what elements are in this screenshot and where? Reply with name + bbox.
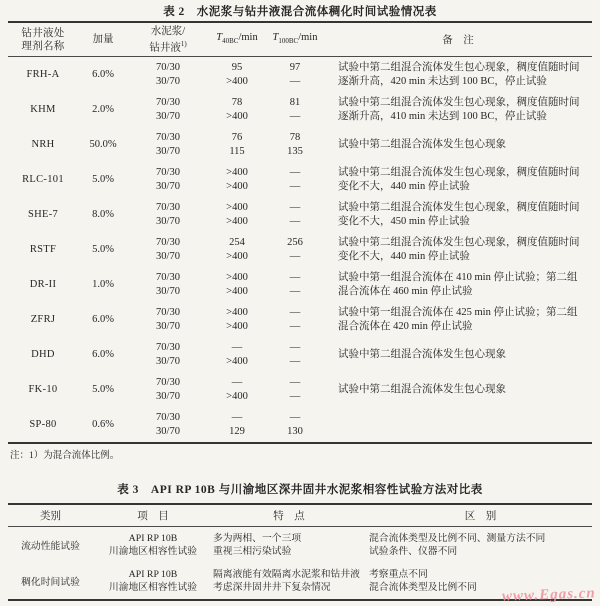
col-header-agent-line1: 钻井液处 bbox=[21, 27, 65, 39]
agent-name: NRH bbox=[31, 139, 55, 150]
t40-line2: >400 bbox=[226, 285, 248, 297]
col-header-t40 bbox=[208, 31, 266, 48]
ratio-line1: 70/30 bbox=[156, 201, 180, 213]
t40-line1: >400 bbox=[226, 166, 248, 178]
ratio-values bbox=[128, 407, 208, 442]
agent-name: RLC-101 bbox=[22, 174, 64, 185]
t40-values bbox=[208, 162, 266, 197]
t40-line1: >400 bbox=[226, 201, 248, 213]
t100-line1: 256 bbox=[287, 236, 303, 248]
remark bbox=[324, 407, 592, 442]
t40-values bbox=[208, 302, 266, 337]
ratio-line2: 30/70 bbox=[156, 425, 180, 437]
table2-row bbox=[8, 127, 592, 162]
remark-line1: 试验中第二组混合流体发生包心现象，稠度值随时间 bbox=[338, 201, 580, 213]
table2-row bbox=[8, 162, 592, 197]
col-header-remark: 备 注 bbox=[442, 35, 474, 46]
t40-line2: >400 bbox=[226, 250, 248, 262]
table3 bbox=[8, 503, 592, 601]
ratio-line2: 30/70 bbox=[156, 250, 180, 262]
dosage-value: 2.0% bbox=[92, 104, 114, 115]
t100-line1: — bbox=[289, 306, 301, 318]
remark-line1: 试验中第一组混合流体在 410 min 停止试验；第二组 bbox=[338, 271, 578, 283]
difference-line1: 考察重点不同 bbox=[369, 568, 428, 580]
col-header-feature: 特 点 bbox=[273, 511, 305, 522]
t40-line1: 254 bbox=[229, 236, 245, 248]
t100-line2: — bbox=[289, 75, 301, 87]
ratio-line1: 70/30 bbox=[156, 236, 180, 248]
t100-values bbox=[266, 267, 324, 302]
feature-values bbox=[213, 563, 365, 599]
item-line2: 川渝地区相容性试验 bbox=[108, 546, 198, 557]
t100-unit: /min bbox=[298, 31, 318, 43]
t40-values bbox=[208, 372, 266, 407]
t40-line1: — bbox=[231, 376, 243, 388]
ratio-line2: 30/70 bbox=[156, 110, 180, 122]
agent-name: KHM bbox=[30, 104, 56, 115]
dosage-value: 6.0% bbox=[92, 69, 114, 80]
ratio-values bbox=[128, 267, 208, 302]
ratio-line1: 70/30 bbox=[156, 131, 180, 143]
ratio-values bbox=[128, 127, 208, 162]
difference-line1: 混合流体类型及比例不同、测量方法不同 bbox=[369, 532, 546, 544]
t100-line2: 135 bbox=[287, 145, 303, 157]
remark-line1: 试验中第二组混合流体发生包心现象 bbox=[338, 138, 506, 150]
item-line1: API RP 10B bbox=[128, 532, 178, 544]
t100-values bbox=[266, 372, 324, 407]
t100-line2: — bbox=[289, 215, 301, 227]
t40-subscript: 40BC bbox=[222, 37, 239, 46]
t40-line1: >400 bbox=[226, 306, 248, 318]
ratio-line1: 70/30 bbox=[156, 341, 180, 353]
agent-name: DHD bbox=[31, 349, 55, 360]
t40-line1: 76 bbox=[231, 131, 243, 143]
category-value: 流动性能试验 bbox=[21, 541, 80, 552]
remark-line1: 试验中第一组混合流体在 425 min 停止试验；第二组 bbox=[338, 306, 578, 318]
t100-line1: — bbox=[289, 201, 301, 213]
t100-values bbox=[266, 162, 324, 197]
t100-line1: 97 bbox=[289, 61, 301, 73]
ratio-line2: 30/70 bbox=[156, 390, 180, 402]
agent-name: DR-II bbox=[29, 279, 57, 290]
item-line2: 川渝地区相容性试验 bbox=[108, 582, 198, 593]
feature-line1: 多为两相、一个三项 bbox=[213, 532, 302, 544]
ratio-line1: 70/30 bbox=[156, 166, 180, 178]
col-header-difference: 区 别 bbox=[464, 511, 497, 522]
remark bbox=[324, 127, 592, 162]
ratio-values bbox=[128, 197, 208, 232]
col-header-ratio-line1: 水泥浆/ bbox=[150, 25, 186, 37]
remark-line1: 试验中第二组混合流体发生包心现象，稠度值随时间 bbox=[338, 61, 580, 73]
feature-line1: 隔离液能有效隔离水泥浆和钻井液 bbox=[213, 568, 360, 580]
t100-line1: — bbox=[289, 411, 301, 423]
t100-line2: 130 bbox=[287, 425, 303, 437]
table2-row bbox=[8, 197, 592, 232]
dosage-value: 6.0% bbox=[92, 349, 114, 360]
remark-line1: 试验中第二组混合流体发生包心现象 bbox=[338, 383, 506, 395]
agent-name: SHE-7 bbox=[27, 209, 59, 220]
dosage-value: 5.0% bbox=[92, 174, 114, 185]
remark-line1: 试验中第二组混合流体发生包心现象 bbox=[338, 348, 506, 360]
ratio-line1: 70/30 bbox=[156, 306, 180, 318]
ratio-line2: 30/70 bbox=[156, 180, 180, 192]
t100-values bbox=[266, 407, 324, 442]
ratio-values bbox=[128, 162, 208, 197]
t40-values bbox=[208, 407, 266, 442]
ratio-line2: 30/70 bbox=[156, 320, 180, 332]
remark-line2: 变化不大，450 min 停止试验 bbox=[338, 215, 470, 227]
remark-line1: 试验中第二组混合流体发生包心现象，稠度值随时间 bbox=[338, 236, 580, 248]
t40-symbol: T bbox=[216, 31, 223, 43]
t100-line1: 81 bbox=[289, 96, 301, 108]
agent-name: RSTF bbox=[29, 244, 57, 255]
ratio-line2: 30/70 bbox=[156, 215, 180, 227]
t100-values bbox=[266, 337, 324, 372]
t40-line2: >400 bbox=[226, 390, 248, 402]
remark bbox=[324, 372, 592, 407]
feature-values bbox=[213, 527, 365, 563]
t100-values bbox=[266, 127, 324, 162]
ratio-line1: 70/30 bbox=[156, 376, 180, 388]
t40-line2: >400 bbox=[226, 355, 248, 367]
ratio-line2: 30/70 bbox=[156, 145, 180, 157]
t100-line1: 78 bbox=[289, 131, 301, 143]
remark-line1: 试验中第二组混合流体发生包心现象，稠度值随时间 bbox=[338, 96, 580, 108]
t100-values bbox=[266, 57, 324, 92]
ratio-line1: 70/30 bbox=[156, 96, 180, 108]
difference-line2: 试验条件、仪器不同 bbox=[369, 546, 458, 557]
remark bbox=[324, 162, 592, 197]
ratio-values bbox=[128, 337, 208, 372]
t40-values bbox=[208, 57, 266, 92]
remark-line2: 混合流体在 420 min 停止试验 bbox=[338, 320, 473, 332]
t40-values bbox=[208, 267, 266, 302]
t40-values bbox=[208, 92, 266, 127]
table2-row bbox=[8, 372, 592, 407]
agent-name: ZFRJ bbox=[30, 314, 56, 325]
t100-line2: — bbox=[289, 180, 301, 192]
table2-row bbox=[8, 232, 592, 267]
t40-line1: 78 bbox=[231, 96, 243, 108]
t100-line1: — bbox=[289, 166, 301, 178]
table2-body bbox=[8, 57, 592, 442]
ratio-line2: 30/70 bbox=[156, 355, 180, 367]
agent-name: SP-80 bbox=[29, 419, 57, 430]
dosage-value: 50.0% bbox=[89, 139, 117, 150]
item-line1: API RP 10B bbox=[128, 568, 178, 580]
t40-line2: >400 bbox=[226, 75, 248, 87]
t40-line1: — bbox=[231, 341, 243, 353]
table2-row bbox=[8, 57, 592, 92]
remark bbox=[324, 92, 592, 127]
t40-unit: /min bbox=[238, 31, 258, 43]
t100-line2: — bbox=[289, 355, 301, 367]
t100-line2: — bbox=[289, 285, 301, 297]
t40-line2: 129 bbox=[229, 425, 245, 437]
table2-row bbox=[8, 337, 592, 372]
col-header-dosage: 加量 bbox=[92, 34, 114, 45]
remark bbox=[324, 337, 592, 372]
item-values bbox=[93, 563, 213, 599]
t100-subscript: 100BC bbox=[278, 37, 299, 46]
t100-symbol: T bbox=[272, 31, 279, 43]
t40-values bbox=[208, 337, 266, 372]
col-header-agent-line2: 理剂名称 bbox=[21, 40, 65, 52]
table2 bbox=[8, 21, 592, 444]
col-header-agent bbox=[8, 27, 78, 53]
remark bbox=[324, 57, 592, 92]
remark-line2: 变化不大，440 min 停止试验 bbox=[338, 250, 470, 262]
ratio-values bbox=[128, 57, 208, 92]
item-values bbox=[93, 527, 213, 563]
ratio-values bbox=[128, 232, 208, 267]
table2-title: 表 2 水泥浆与钻井液混合流体稠化时间试验情况表 bbox=[163, 6, 437, 18]
table3-title: 表 3 API RP 10B 与川渝地区深井固井水泥浆相容性试验方法对比表 bbox=[117, 484, 483, 496]
dosage-value: 8.0% bbox=[92, 209, 114, 220]
remark bbox=[324, 267, 592, 302]
remark bbox=[324, 232, 592, 267]
ratio-line1: 70/30 bbox=[156, 271, 180, 283]
remark-line2: 逐渐升高，410 min 未达到 100 BC，停止试验 bbox=[338, 110, 547, 122]
t40-line2: 115 bbox=[229, 145, 245, 157]
t100-values bbox=[266, 197, 324, 232]
agent-name: FRH-A bbox=[26, 69, 60, 80]
t100-line1: — bbox=[289, 271, 301, 283]
ratio-values bbox=[128, 302, 208, 337]
col-header-ratio-line2 bbox=[128, 38, 208, 55]
table2-row bbox=[8, 92, 592, 127]
table2-header bbox=[8, 23, 592, 57]
feature-line2: 重视三相污染试验 bbox=[213, 546, 292, 557]
t100-values bbox=[266, 92, 324, 127]
dosage-value: 5.0% bbox=[92, 384, 114, 395]
ratio-line1: 70/30 bbox=[156, 411, 180, 423]
t40-line1: — bbox=[231, 411, 243, 423]
t40-line2: >400 bbox=[226, 110, 248, 122]
footnote-ref: 1) bbox=[180, 39, 187, 48]
remark-line2: 逐渐升高，420 min 未达到 100 BC，停止试验 bbox=[338, 75, 547, 87]
remark bbox=[324, 302, 592, 337]
remark bbox=[324, 197, 592, 232]
t100-values bbox=[266, 302, 324, 337]
col-header-item: 项 目 bbox=[137, 511, 169, 522]
category-value: 稠化时间试验 bbox=[21, 577, 80, 588]
t40-line2: >400 bbox=[226, 320, 248, 332]
table2-row bbox=[8, 267, 592, 302]
dosage-value: 0.6% bbox=[92, 419, 114, 430]
col-header-category: 类别 bbox=[40, 511, 61, 522]
col-header-t100 bbox=[266, 31, 324, 48]
t40-line2: >400 bbox=[226, 180, 248, 192]
t100-line2: — bbox=[289, 320, 301, 332]
ratio-line2: 30/70 bbox=[156, 285, 180, 297]
table3-row bbox=[8, 527, 592, 563]
feature-line2: 考虑深井固井井下复杂情况 bbox=[213, 582, 331, 593]
ratio-values bbox=[128, 372, 208, 407]
dosage-value: 6.0% bbox=[92, 314, 114, 325]
t40-line1: 95 bbox=[231, 61, 243, 73]
t100-line2: — bbox=[289, 110, 301, 122]
t100-line2: — bbox=[289, 390, 301, 402]
table3-header bbox=[8, 505, 592, 527]
remark-line2: 变化不大，440 min 停止试验 bbox=[338, 180, 470, 192]
t100-line1: — bbox=[289, 376, 301, 388]
t100-line2: — bbox=[289, 250, 301, 262]
t40-values bbox=[208, 127, 266, 162]
table2-note: 注：1）为混合流体比例。 bbox=[10, 451, 120, 461]
watermark: www.Egas.cn bbox=[501, 585, 597, 605]
table2-row bbox=[8, 302, 592, 337]
t40-line2: >400 bbox=[226, 215, 248, 227]
agent-name: FK-10 bbox=[28, 384, 58, 395]
t40-values bbox=[208, 197, 266, 232]
t100-line1: — bbox=[289, 341, 301, 353]
t40-values bbox=[208, 232, 266, 267]
table2-row bbox=[8, 407, 592, 442]
t100-values bbox=[266, 232, 324, 267]
col-header-ratio bbox=[128, 25, 208, 55]
t40-line1: >400 bbox=[226, 271, 248, 283]
dosage-value: 1.0% bbox=[92, 279, 114, 290]
difference-values bbox=[365, 527, 592, 563]
remark-line2: 混合流体在 460 min 停止试验 bbox=[338, 285, 473, 297]
difference-line2: 混合流体类型及比例不同 bbox=[369, 582, 477, 593]
ratio-line2: 30/70 bbox=[156, 75, 180, 87]
ratio-values bbox=[128, 92, 208, 127]
remark-line1: 试验中第二组混合流体发生包心现象，稠度值随时间 bbox=[338, 166, 580, 178]
col-header-ratio-text: 钻井液 bbox=[149, 42, 181, 54]
ratio-line1: 70/30 bbox=[156, 61, 180, 73]
dosage-value: 5.0% bbox=[92, 244, 114, 255]
